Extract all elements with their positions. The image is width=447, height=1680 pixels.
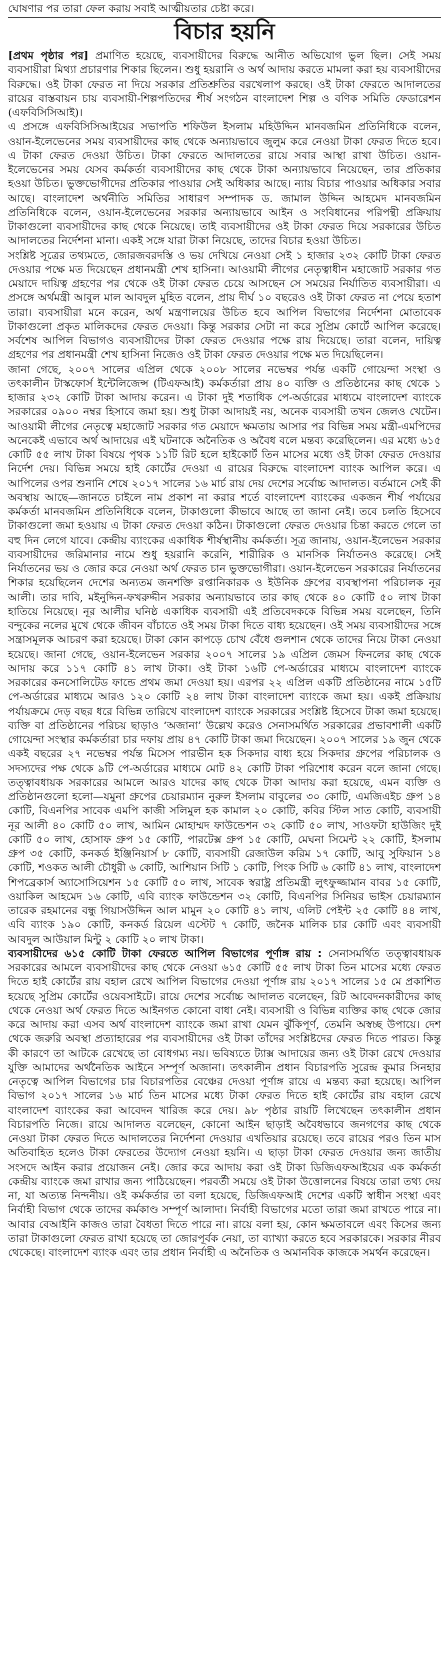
divider <box>8 17 441 18</box>
paragraph-text: সেনাসমর্থিত তত্ত্বাবধায়ক সরকারের আমলে ব্যবসায়ীদের কাছ থেকে নেওয়া ৬১৫ কোটি ৫৫ লাখ টাকা তিন মাসের মধ্যে ফেরত দিতে হাই কোর্টের রায় বহাল রেখে আপিল বিভাগের দেওয়া পূর্ণাঙ্গ রায় ২০১৭ সালের ১৫ মে প্রকাশিত হয়েছে সুপ্রিম কোর্টের ওয়েবসাইটে। রায়ে দেশের সর্বোচ্চ আদালত বলেছেন, রিট আবেদনকারীদের কাছ থেকে নেওয়া অর্থ ফেরত দিতে আইনগত কোনো বাধা নেই। ব্যবসায়ী ও বিভিন্ন ব্যক্তির কাছ থেকে জোর করে আদায় করা এসব অর্থ বাংলাদেশ ব্যাংকে জমা রাখা যেমন ঝুঁকিপূর্ণ, তেমনি অস্বচ্ছ উপায়ে। দেশ থেকে জরুরি অবস্থা প্রত্যাহারের পর ব্যবসায়ীদের ওই টাকা তাঁদের সংশ্লিষ্টদের ফেরত দিতে পারত। কিন্তু কী কারণে তা আটকে রেখেছে তা বোধগম্য নয়। ভবিষ্যতে ট্যাক্স আদায়ের জন্য ওই টাকা রেখে দেওয়ার যুক্তি আমাদের অর্থনৈতিক আইনে সম্পূর্ণ অজানা। তৎকালীন প্রধান বিচারপতি সুরেন্দ্র কুমার সিনহার নেতৃত্বে আপিল বিভাগের চার বিচারপতির বেঞ্চের দেওয়া পূর্ণাঙ্গ রায়ে এ মন্তব্য করা হয়েছে। আপিল বিভাগ ২০১৭ সালের ১৬ মার্চ তিন মাসের মধ্যে টাকা ফেরত দিতে হাই কোর্টের রায় বহাল রেখে বাংলাদেশ ব্যাংকের করা আবেদন খারিজ করে দেয়। ৯৮ পৃষ্ঠার রায়টি লিখেছেন তৎকালীন প্রধান বিচারপতি নিজে। রায়ে আদালত বলেছেন, কোনো আইন ছাড়াই অবৈধভাবে জনগণের কাছ থেকে নেওয়া টাকা ফেরত দিতে আদালতের নির্দেশনা দেওয়ার এখতিয়ার রয়েছে। তবে রায়ের পরও তিন মাস অতিবাহিত হলেও টাকা ফেরতের উদ্যোগ নেওয়া হয়নি। এ ছাড়া টাকা ফেরত দেওয়ার জন্য জাতীয় সংসদে আইন করার প্রয়োজন নেই। জোর করে আদায় করা ওই টাকা ডিজিএফআইয়ের এক কর্মকর্তা কেন্দ্রীয় ব্যাংকে জমা রাখার জন্য পাঠিয়েছেন। পরবর্তী সময়ে ওই টাকা উত্তোলনের বিষয়ে তারা তথ্য দেয় না, যা অত্যন্ত নিন্দনীয়। ওই কর্মকর্তার তা বলা হয়েছে, ডিজিএফআই দেশের একটি স্বাধীন সংস্থা এবং নির্বাহী বিভাগ থেকে তাদের কর্মকাণ্ড সম্পূর্ণ আলাদা। নির্বাহী বিভাগের মতো তারা জমা রাখতে পারে না। আবার বেআইনি কাজও তারা বৈধতা দিতে পারে না। রায়ে বলা হয়, কোন ক্ষমতাবলে এবং কিসের জন্য তারা টাকাগুলো ফেরত রাখা হয়েছে তা জোরপূর্বক নেয়া, তা ব্যাখ্যা করতে হবে সরকারকে। সরকার নীরব থেকেছে। বাংলাদেশ ব্যাংক এবং তার প্রধান নির্বাহী এ অনৈতিক ও অমানবিক কাজকে সমর্থন করেছেন। <box>8 947 441 1259</box>
paragraph-text: প্রমাণিত হয়েছে, ব্যবসায়ীদের বিরুদ্ধে আনীত অভিযোগ ভুল ছিল। সেই সময় ব্যবসায়ীরা মিথ্যা প্রচারণার শিকার ছিলেন। শুধু হয়রানি ও অর্থ আদায় করতে মামলা করা হয় ব্যবসায়ীদের বিরুদ্ধে। ওই টাকা ফেরত না দিয়ে সরকার প্রতিশ্রুতির বরখেলাপ করছে। ওই টাকা ফেরতে আদালতের রায়ের বাস্তবায়ন চায় ব্যবসায়ী-শিল্পপতিদের শীর্ষ সংগঠন বাংলাদেশ শিল্প ও বণিক সমিতি ফেডারেশন (এফবিসিসিআই)। <box>8 50 441 119</box>
article-headline: বিচার হয়নি <box>174 20 275 45</box>
continued-text-line: ঘোষণার পর তারা ফেল করায় সবাই আত্মীয়তার চেষ্টা করে। <box>8 3 255 15</box>
article-paragraph-3: সংশ্লিষ্ট সূত্রের তথ্যমতে, জোরজবরদস্তি ও ভয় দেখিয়ে নেওয়া সেই ১ হাজার ২৩২ কোটি টাকা ফেরত দেওয়ার পক্ষে মত দিয়েছেন প্রধানমন্ত্রী শেখ হাসিনা। আওয়ামী লীগের নেতৃত্বাধীন মহাজোট সরকার গত মেয়াদে দায়িত্ব গ্রহণের পর থেকে ওই টাকা ফেরত চেয়ে আসছেন সে সময়ের নির্যাতিত ব্যবসায়ীরা। এ প্রসঙ্গে অর্থমন্ত্রী আবুল মাল আবদুল মুহিত বলেন, প্রায় দীর্ঘ ১০ বছরেও ওই টাকা ফেরত না পেয়ে হতাশ তারা। ব্যবসায়ীরা মনে করেন, অর্থ মন্ত্রণালয়ের উচিত হবে আপিল বিভাগের নির্দেশনা মোতাবেক টাকাগুলো প্রকৃত মালিকদের ফেরত দেওয়া। কিন্তু সরকার সেটা না করে সুপ্রিম কোর্টে আপিল করেছে। সর্বশেষ আপিল বিভাগও ব্যবসায়ীদের টাকা ফেরত দেওয়ার পক্ষে রায় দিয়েছে। তারা বলেন, দায়িত্ব গ্রহণের পর প্রধানমন্ত্রী শেখ হাসিনা নিজেও ওই টাকা ফেরত দেওয়ার পক্ষে মত দিয়েছিলেন। <box>8 249 441 362</box>
article-paragraph-1 <box>8 49 441 120</box>
article-paragraph-5 <box>8 947 441 1261</box>
continuation-label: [প্রথম পৃষ্ঠার পর] <box>8 50 89 62</box>
article-body <box>8 49 441 1260</box>
article-paragraph-4: জানা গেছে, ২০০৭ সালের এপ্রিল থেকে ২০০৮ সালের নভেম্বর পর্যন্ত একটি গোয়েন্দা সংস্থা ও তৎকালীন টাস্কফোর্স ইন্টেলিজেন্স (টিএফআই) কর্মকর্তারা প্রায় ৪০ ব্যক্তি ও প্রতিষ্ঠানের কাছ থেকে ১ হাজার ২৩২ কোটি টাকা আদায় করেন। এ টাকা দুই শতাধিক পে-অর্ডারের মাধ্যমে বাংলাদেশ ব্যাংকে সরকারের ০৯০০ নম্বর হিসাবে জমা হয়। শুধু টাকা আদায়ই নয়, অনেক ব্যবসায়ী তখন জেলও খেটেন। আওয়ামী লীগের নেতৃত্বে মহাজোট সরকার গত মেয়াদে ক্ষমতায় আসার পর বিভিন্ন সময় মন্ত্রী-এমপিদের অনেকেই এভাবে অর্থ আদায়ের এই ঘটনাকে অনৈতিক ও অবৈধ বলে মন্তব্য করেছিলেন। এর মধ্যে ৬১৫ কোটি ৫৫ লাখ টাকা বিষয়ে পৃথক ১১টি রিট হলে হাইকোর্ট তিন মাসের মধ্যে ওই টাকা ফেরত দেওয়ার নির্দেশ দেয়। বিভিন্ন সময়ে হাই কোর্টের দেওয়া এ রায়ের বিরুদ্ধে বাংলাদেশ ব্যাংক আপিল করে। এ আপিলের ওপর শুনানি শেষে ২০১৭ সালের ১৬ মার্চ রায় দেয় দেশের সর্বোচ্চ আদালত। বর্তমানে সেই কী অবস্থায় আছে—জানতে চাইলে নাম প্রকাশ না করার শর্তে বাংলাদেশ ব্যাংকের একজন শীর্ষ পর্যায়ের কর্মকর্তা মানবজমিন প্রতিনিধিকে বলেন, টাকাগুলো কীভাবে আছে তা জানা নেই। তবে চলতি হিসেবে টাকাগুলো জমা হওয়ায় এ টাকা ফেরত দেওয়া কঠিন। টাকাগুলো ফেরত দেওয়ার চিন্তা করতে গেলে তা বহু দিন লেগে যাবে। কেন্দ্রীয় ব্যাংকের একাধিক শীর্ষস্থানীয় কর্মকর্তা। সূত্র জানায়, ওয়ান-ইলেভেন সরকার ব্যবসায়ীদের জরিমানার নামে শুধু হয়রানি করেনি, শারীরিক ও মানসিক নির্যাতনও করেছে। সেই নির্যাতনের ভয় ও জোর করে নেওয়া অর্থ ফেরত চান ভুক্তভোগীরা। ওয়ান-ইলেভেন সরকারের নির্যাতনের শিকার হয়েছিলেন দেশের অন্যতম জনশক্তি রপ্তানিকারক ও ইউনিক গ্রুপের ব্যবস্থাপনা পরিচালক নূর আলী। তার দাবি, মইনুদ্দিন-ফখরুদ্দীন সরকার অন্যায়ভাবে তার কাছ থেকে ৪০ কোটি ৫০ লাখ টাকা হাতিয়ে নিয়েছে। নূর আলীর ঘনিষ্ঠ একাধিক ব্যবসায়ী এই প্রতিবেদককে বিভিন্ন সময় বলেছেন, তিনি বন্দুকের নলের মুখে থেকে জীবন বাঁচাতে ওই সময় টাকা দিতে বাধ্য হয়েছেন। ওই সময় ব্যবসায়ীদের সঙ্গে সন্ত্রাসমূলক আচরণ করা হয়েছে। টাকা কোন কাপড়ে চোখ বেঁধে গুলশান থেকে তাদের নিয়ে টাকা নেওয়া হয়েছে। জানা গেছে, ওয়ান-ইলেভেন সরকার ২০০৭ সালের ১৯ এপ্রিল জেমস ফিনলের কাছ থেকে আদায় করে ১১৭ কোটি ৪১ লাখ টাকা। ওই টাকা ১৬টি পে-অর্ডারের মাধ্যমে বাংলাদেশ ব্যাংকে সরকারের কনসোলিটেড ফান্ডে প্রথম জমা দেওয়া হয়। এরপর ২২ এপ্রিল একটি প্রতিষ্ঠানের নামে ১৫টি পে-অর্ডারের মাধ্যমে আরও ১২০ কোটি ২৪ লাখ টাকা বাংলাদেশ ব্যাংকে জমা হয়। একই প্রক্রিয়ায় পর্যায়ক্রমে দেড় বছর ধরে বিভিন্ন তারিখে বাংলাদেশ ব্যাংকে সরকারের সংশ্লিষ্ট হিসেবে টাকা জমা হয়েছে। ব্যক্তি বা প্রতিষ্ঠানের পরিচয় ছাড়াও ‘অজানা’ উল্লেখ করেও সেনাসমর্থিত সরকারের প্রভাবশালী একটি গোয়েন্দা সংস্থার কর্মকর্তারা চার দফায় প্রায় ৪৭ কোটি টাকা জমা দিয়েছেন। ২০০৭ সালের ১৯ জুন থেকে একই বছরের ২৭ নভেম্বর পর্যন্ত মিসেস পারভীন হক সিকদার বাধ্য হয়ে সিকদার গ্রুপের পরিচালক ও সদস্যদের পক্ষ থেকে ৯টি পে-অর্ডারের মাধ্যমে মোট ৪২ কোটি টাকা পরিশোধ করেন বলে জানা গেছে। তত্ত্বাবধায়ক সরকারের আমলে আরও যাদের কাছ থেকে টাকা আদায় করা হয়েছে, এমন ব্যক্তি ও প্রতিষ্ঠানগুলো হলো—যমুনা গ্রুপের চেয়ারম্যান নুরুল ইসলাম বাবুলের ৩০ কোটি, এমজিএইচ গ্রুপ ১৪ কোটি, বিএনপির সাবেক এমপি কাজী সলিমুল হক কামাল ২০ কোটি, কবির স্টিল সাত কোটি, ব্যবসায়ী নূর আলী ৪০ কোটি ৫০ লাখ, আমিন মোহাম্মদ ফাউন্ডেশন ৩২ কোটি ৫০ লাখ, সাওফটা হাউজিং দুই কোটি ৫০ লাখ, হোসাফ গ্রুপ ১৫ কোটি, পারটেক্স গ্রুপ ১৫ কোটি, মেঘনা সিমেন্ট ২২ কোটি, ইসলাম গ্রুপ ৩৫ কোটি, কনকর্ড ইঞ্জিনিয়ার্স ৮ কোটি, ব্যবসায়ী রেজাউল করিম ১৭ কোটি, আবু সুফিয়ান ১৪ কোটি, শওকত আলী চৌধুরী ৬ কোটি, আশিয়ান সিটি ১ কোটি, পিংক সিটি ৬ কোটি ৪১ লাখ, বাংলাদেশ শিপব্রেকার্স অ্যাসোসিয়েশন ১৫ কোটি ৫০ লাখ, সাবেক স্বরাষ্ট্র প্রতিমন্ত্রী লুৎফুজ্জামান বাবর ১৫ কোটি, ওয়াকিল আহমেদ ১৬ কোটি, এবি ব্যাংক ফাউন্ডেশন ৩২ কোটি, বিএনপির সিনিয়র ভাইস চেয়ারম্যান তারেক রহমানের বন্ধু গিয়াসউদ্দিন আল মামুন ২০ কোটি ৪১ লাখ, এলিট পেইন্ট ২৫ কোটি ৪৪ লাখ, এবি ব্যাংক ১৯০ কোটি, কনকর্ড রিয়েল এস্টেট ৭ কোটি, জনৈক মালিক চার কোটি এবং ব্যবসায়ী আবদুল আউয়াল মিন্টু ২ কোটি ২০ লাখ টাকা। <box>8 363 441 946</box>
section-subheading: ব্যবসায়ীদের ৬১৫ কোটি টাকা ফেরতে আপিল বিভাগের পূর্ণাঙ্গ রায় : <box>8 947 322 960</box>
article-paragraph-2: এ প্রসঙ্গে এফবিসিসিআইয়ের সভাপতি শফিউল ইসলাম মহিউদ্দিন মানবজমিন প্রতিনিধিকে বলেন, ওয়ান-ইলেভেনের সময় ব্যবসায়ীদের কাছ থেকে অন্যায়ভাবে জুলুম করে নেওয়া টাকা ফেরত দিতে হবে। এ টাকা ফেরত দেওয়া উচিত। টাকা ফেরতে আদালতের রায়ে সবার আস্থা রাখা উচিত। ওয়ান-ইলেভেনের সময় যেসব কর্মকর্তা ব্যবসায়ীদের কাছ থেকে টাকা অন্যায়ভাবে নিয়েছেন, তার প্রতিকার হওয়া উচিত। ভুক্তভোগীদের প্রতিকার পাওয়ার সেই অধিকার আছে। ন্যায় বিচার পাওয়ার অধিকার সবার আছে। বাংলাদেশ অর্থনীতি সমিতির সাধারণ সম্পাদক ড. জামাল উদ্দিন আহমেদ মানবজমিন প্রতিনিধিকে বলেন, ওয়ান-ইলেভেনের সরকার অন্যায়ভাবে আইন ও সংবিধানের পরিপন্থী প্রক্রিয়ায় টাকাগুলো ব্যবসায়ীদের কাছ থেকে নিয়েছে। তাই ব্যবসায়ীদের ওই টাকা ফেরত দিয়ে সরকারের উচিত আদালতের নির্দেশনা মানা। একই সঙ্গে যারা টাকা নিয়েছে, তাদের বিচার হওয়া উচিত। <box>8 121 441 248</box>
